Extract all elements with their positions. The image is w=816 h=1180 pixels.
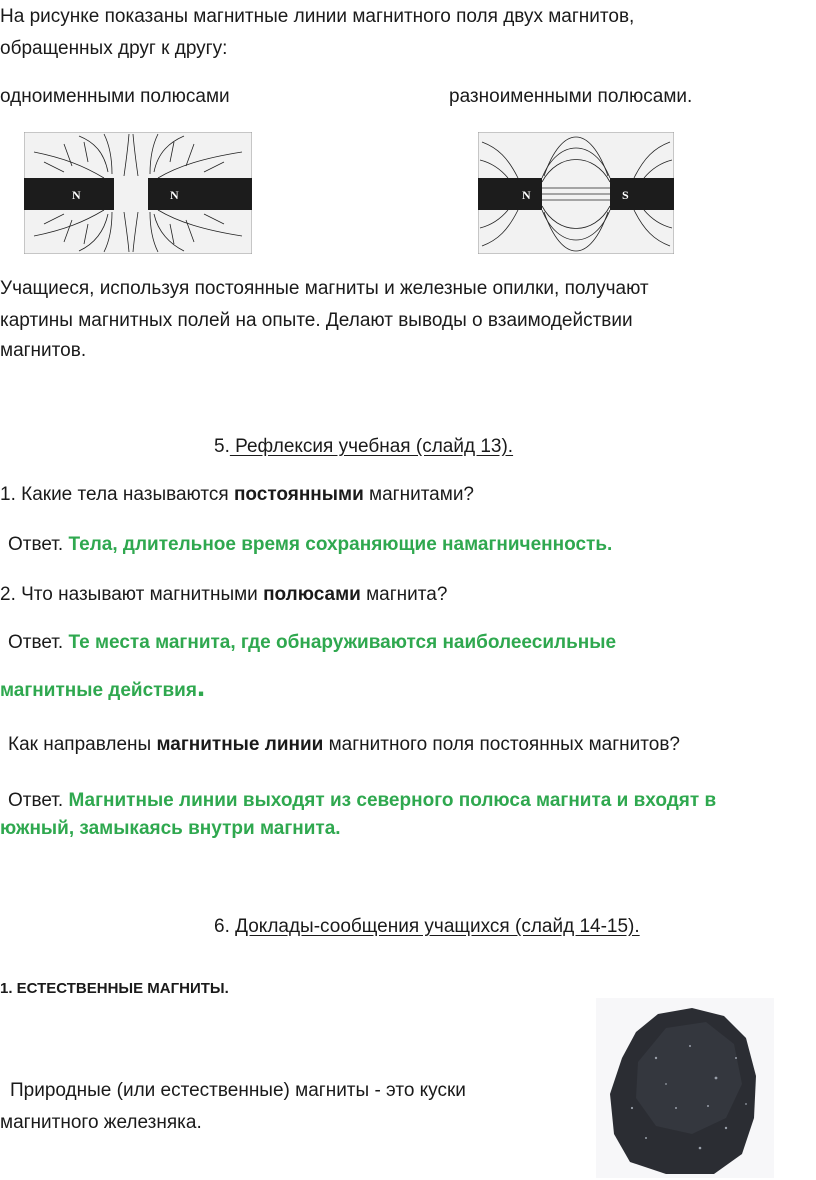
section-5-heading [214, 432, 513, 462]
answer-2-period: . [196, 670, 206, 703]
magnet-label-left-a: N [72, 188, 81, 202]
section-6-title: Доклады-сообщения учащихся (слайд 14-15). [235, 916, 640, 937]
question-3-text-end: магнитного поля постоянных магнитов? [323, 734, 681, 755]
magnetite-rock-image [596, 998, 774, 1178]
answer-1-label: Ответ. [8, 534, 64, 555]
answer-2 [8, 628, 616, 658]
question-2-text-end: магнита? [360, 584, 448, 605]
magnet-label-right-a: N [522, 188, 531, 202]
experiment-line-2: картины магнитных полей на опыте. Делают выводы о взаимодействии [0, 310, 633, 331]
caption-like-poles: одноименными полюсами [0, 86, 230, 107]
question-1-text-end: магнитами? [363, 484, 474, 505]
question-1-emphasis: постоянными [233, 484, 364, 505]
answer-2-label: Ответ. [8, 632, 64, 653]
intro-line-2: обращенных друг к другу: [0, 38, 228, 59]
question-3-emphasis: магнитные линии [156, 734, 324, 755]
answer-3-continued [0, 814, 341, 844]
answer-3-text-line-2: южный, замыкаясь внутри магнита. [0, 818, 341, 839]
question-3-text: Как направлены [8, 734, 157, 755]
answer-1-text: Тела, длительное время сохраняющие намагниченность. [68, 534, 613, 555]
answer-3-text-line-1: Магнитные линии выходят из северного полюса магнита и входят в [68, 790, 717, 811]
section-6-number: 6. [214, 916, 230, 937]
magnet-label-left-b: N [170, 188, 179, 202]
caption-unlike-poles: разноименными полюсами. [449, 86, 693, 107]
section-6-heading [214, 912, 640, 942]
question-3 [8, 730, 680, 760]
answer-3 [8, 786, 716, 816]
answer-2-text-line-2: магнитные действия [0, 680, 197, 701]
unlike-poles-field-figure [478, 132, 674, 254]
magnet-label-right-b: S [622, 188, 629, 202]
question-2-emphasis: полюсами [263, 584, 361, 605]
question-1 [0, 480, 474, 510]
section-5-number: 5. [214, 436, 230, 457]
answer-2-text-line-1: Те места магнита, где обнаруживаются наиболеесильные [68, 632, 617, 653]
question-2 [0, 580, 447, 610]
natural-magnets-line-2: магнитного железняка. [0, 1112, 202, 1133]
experiment-line-1: Учащиеся, используя постоянные магниты и железные опилки, получают [0, 278, 649, 299]
natural-magnets-heading: 1. ЕСТЕСТВЕННЫЕ МАГНИТЫ. [0, 980, 229, 997]
natural-magnets-line-1: Природные (или естественные) магниты - это куски [10, 1080, 466, 1101]
answer-1 [8, 530, 612, 560]
experiment-line-3: магнитов. [0, 340, 87, 361]
question-2-text: 2. Что называют магнитными [0, 584, 264, 605]
question-1-text: 1. Какие тела называются [0, 484, 234, 505]
section-5-title: Рефлексия учебная (слайд 13). [229, 436, 514, 457]
answer-3-label: Ответ. [8, 790, 64, 811]
like-poles-field-figure [24, 132, 252, 254]
intro-line-1: На рисунке показаны магнитные линии магнитного поля двух магнитов, [0, 6, 635, 27]
answer-2-continued [0, 672, 205, 706]
